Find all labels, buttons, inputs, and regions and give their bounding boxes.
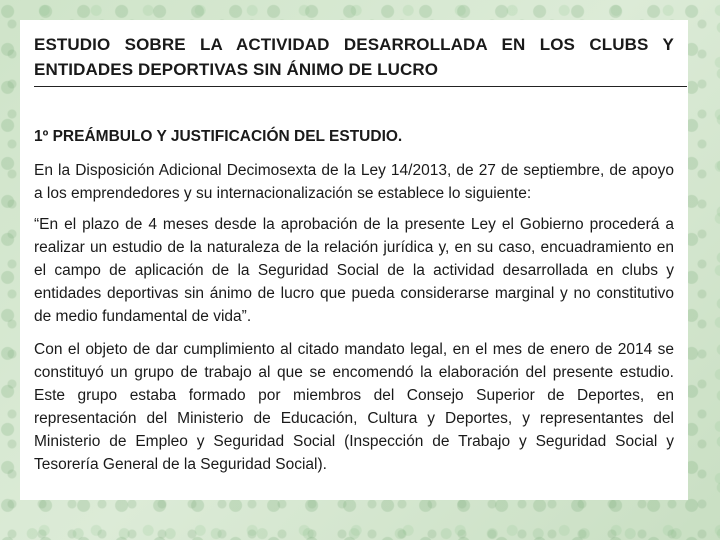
quoted-law-paragraph: “En el plazo de 4 meses desde la aprobación de la presente Ley el Gobierno procederá a realizar un estudio de la naturaleza de la relación jurídica y, en su caso, encuadramiento en el campo de aplicación de la Seguridad Social de la actividad desarrollada en clubs y entidades deportivas sin ánimo de lucro que pueda considerarse marginal y no constitutivo de medio fundamental de vida”. bbox=[34, 216, 674, 325]
intro-paragraph: En la Disposición Adicional Decimosexta de la Ley 14/2013, de 27 de septiembre, de apoyo a los emprendedores y su internacionalización se establece lo siguiente: bbox=[34, 162, 674, 202]
section-heading: 1º PREÁMBULO Y JUSTIFICACIÓN DEL ESTUDIO. bbox=[34, 128, 403, 145]
document-title: ESTUDIO SOBRE LA ACTIVIDAD DESARROLLADA EN LOS CLUBS Y ENTIDADES DEPORTIVAS SIN ÁNIMO DE LUCRO bbox=[34, 35, 674, 79]
working-group-paragraph: Con el objeto de dar cumplimiento al citado mandato legal, en el mes de enero de 2014 se constituyó un grupo de trabajo al que se encomendó la elaboración del presente estudio. Este grupo estaba formado por miembros del Consejo Superior de Deportes, en representación del Ministerio de Educación, Cultura y Deportes, y representantes del Ministerio de Empleo y Seguridad Social (Inspección de Trabajo y Seguridad Social y Tesorería General de la Seguridad Social). bbox=[34, 341, 674, 473]
document-page bbox=[20, 20, 688, 500]
title-divider bbox=[34, 86, 687, 87]
